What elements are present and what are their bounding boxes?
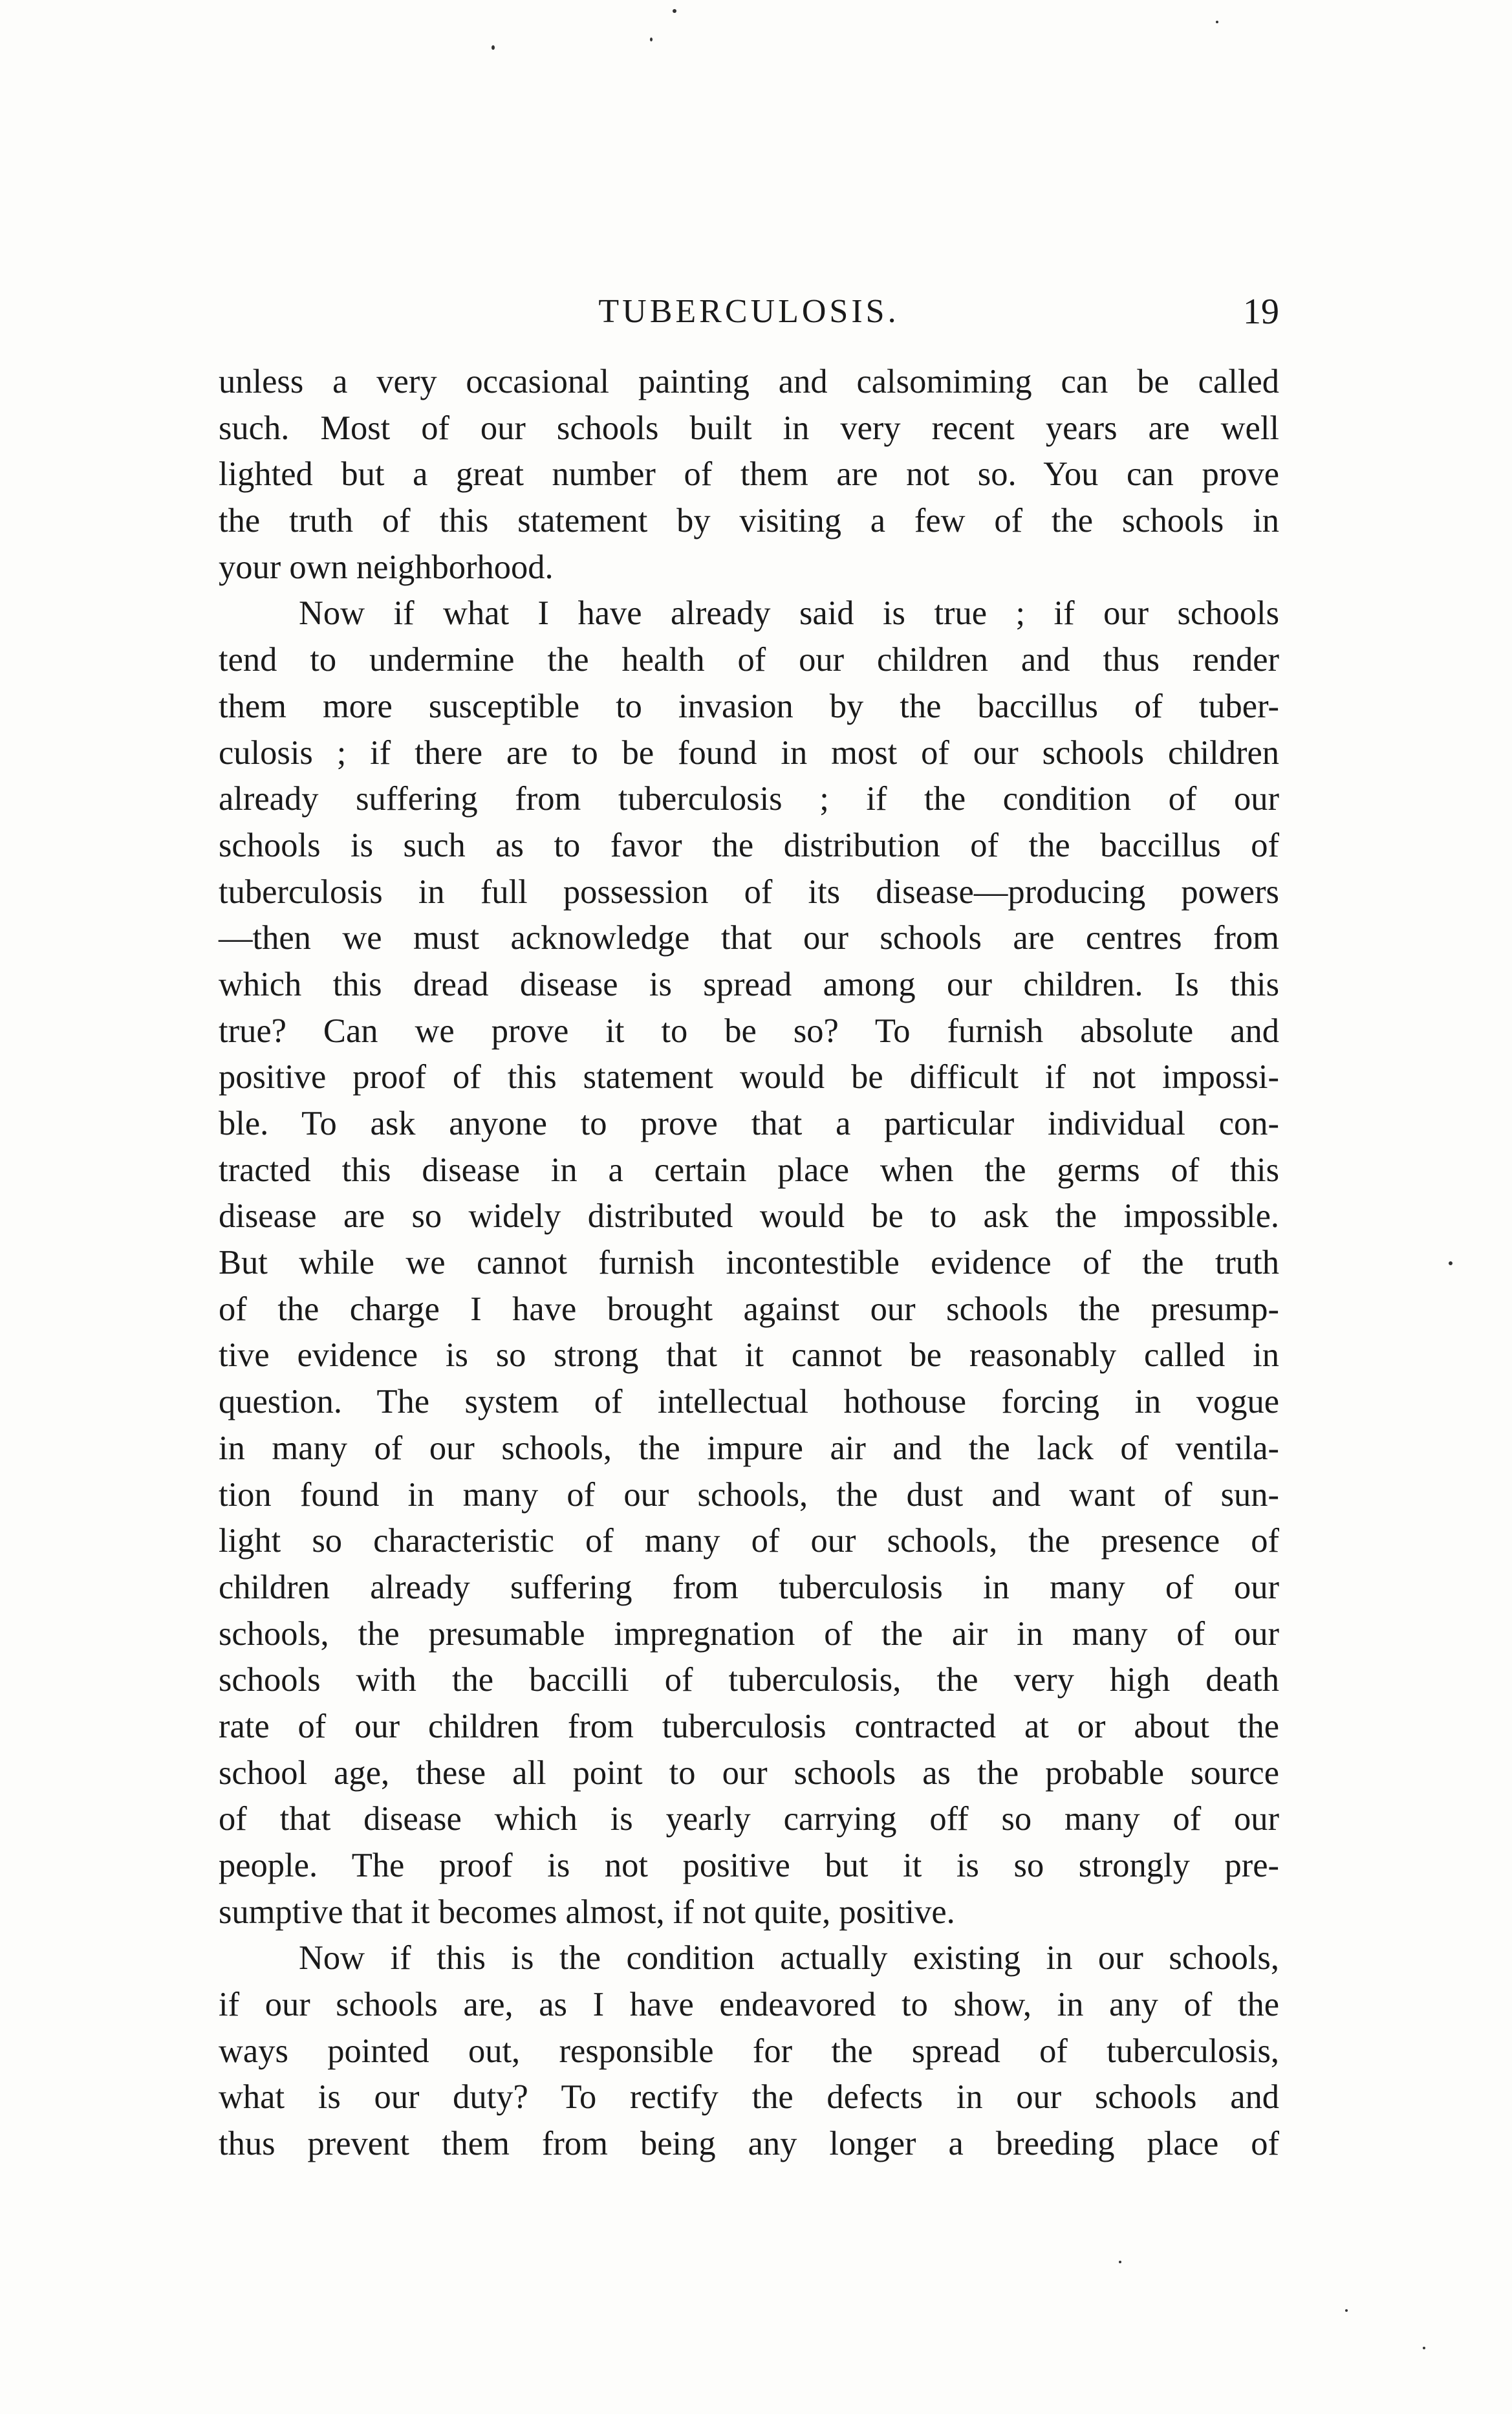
running-title: TUBERCULOSIS.: [598, 293, 900, 330]
text-line: the truth of this statement by visiting a few of the schools in: [219, 502, 1279, 540]
text-line: sumptive that it becomes almost, if not quite, positive.: [219, 1893, 955, 1931]
text-line: unless a very occasional painting and calsomiming can be called: [219, 363, 1279, 400]
text-line: ble. To ask anyone to prove that a particular individual con-: [219, 1105, 1279, 1142]
text-line: schools is such as to favor the distribution of the baccillus of: [219, 826, 1279, 864]
text-line: such. Most of our schools built in very recent years are well: [219, 409, 1279, 447]
text-line: light so characteristic of many of our schools, the presence of: [219, 1522, 1279, 1560]
text-line: tend to undermine the health of our children and thus render: [219, 641, 1279, 679]
print-speck: [1216, 21, 1218, 23]
text-line: tion found in many of our schools, the dust and want of sun-: [219, 1475, 1279, 1514]
text-line: them more susceptible to invasion by the baccillus of tuber-: [219, 687, 1279, 725]
text-line: positive proof of this statement would be difficult if not impossi-: [219, 1058, 1279, 1096]
paragraph-first-line: Now if this is the condition actually existing in our schools,: [299, 1939, 1279, 1977]
text-line: true? Can we prove it to be so? To furnish absolute and: [219, 1012, 1279, 1050]
paragraph-first-line: Now if what I have already said is true ; if our schools: [299, 594, 1279, 633]
text-line: rate of our children from tuberculosis contracted at or about the: [219, 1707, 1279, 1745]
text-line: tuberculosis in full possession of its disease—producing powers: [219, 873, 1279, 911]
body-text: [219, 359, 1279, 2168]
print-speck: [1119, 2261, 1121, 2263]
text-line: But while we cannot furnish incontestible evidence of the truth: [219, 1244, 1279, 1282]
print-speck: [1345, 2309, 1348, 2312]
print-speck: [673, 9, 676, 13]
text-line: schools with the baccilli of tuberculosis, the very high death: [219, 1661, 1279, 1699]
text-line: culosis ; if there are to be found in most of our schools children: [219, 734, 1279, 772]
text-line: lighted but a great number of them are not so. You can prove: [219, 455, 1279, 494]
print-speck: [1423, 2347, 1425, 2349]
print-speck: [1449, 1261, 1453, 1265]
text-line: of that disease which is yearly carrying off so many of our: [219, 1800, 1279, 1838]
text-line: your own neighborhood.: [219, 548, 554, 586]
text-line: which this dread disease is spread among our children. Is this: [219, 965, 1279, 1003]
text-line: ways pointed out, responsible for the spread of tuberculosis,: [219, 2032, 1279, 2070]
text-line: in many of our schools, the impure air and the lack of ventila-: [219, 1429, 1279, 1467]
text-line: thus prevent them from being any longer a breeding place of: [219, 2125, 1279, 2163]
text-line: people. The proof is not positive but it is so strongly pre-: [219, 1847, 1279, 1884]
text-line: question. The system of intellectual hothouse forcing in vogue: [219, 1383, 1279, 1421]
text-line: disease are so widely distributed would be to ask the impossible.: [219, 1197, 1279, 1235]
text-line: school age, these all point to our schools as the probable source: [219, 1754, 1279, 1792]
text-line: children already suffering from tuberculosis in many of our: [219, 1568, 1279, 1606]
print-speck: [491, 45, 495, 50]
text-line: —then we must acknowledge that our schools are centres from: [219, 919, 1279, 957]
text-line: what is our duty? To rectify the defects in our schools and: [219, 2078, 1279, 2116]
text-line: of the charge I have brought against our schools the presump-: [219, 1290, 1279, 1328]
text-line: tive evidence is so strong that it cannot be reasonably called in: [219, 1336, 1279, 1375]
running-head: [219, 286, 1279, 338]
page-number: 19: [1243, 292, 1279, 332]
text-line: schools, the presumable impregnation of the air in many of our: [219, 1615, 1279, 1653]
text-line: tracted this disease in a certain place when the germs of this: [219, 1151, 1279, 1189]
print-speck: [650, 38, 653, 41]
text-line: already suffering from tuberculosis ; if the condition of our: [219, 780, 1279, 818]
text-line: if our schools are, as I have endeavored to show, in any of the: [219, 1986, 1279, 2024]
